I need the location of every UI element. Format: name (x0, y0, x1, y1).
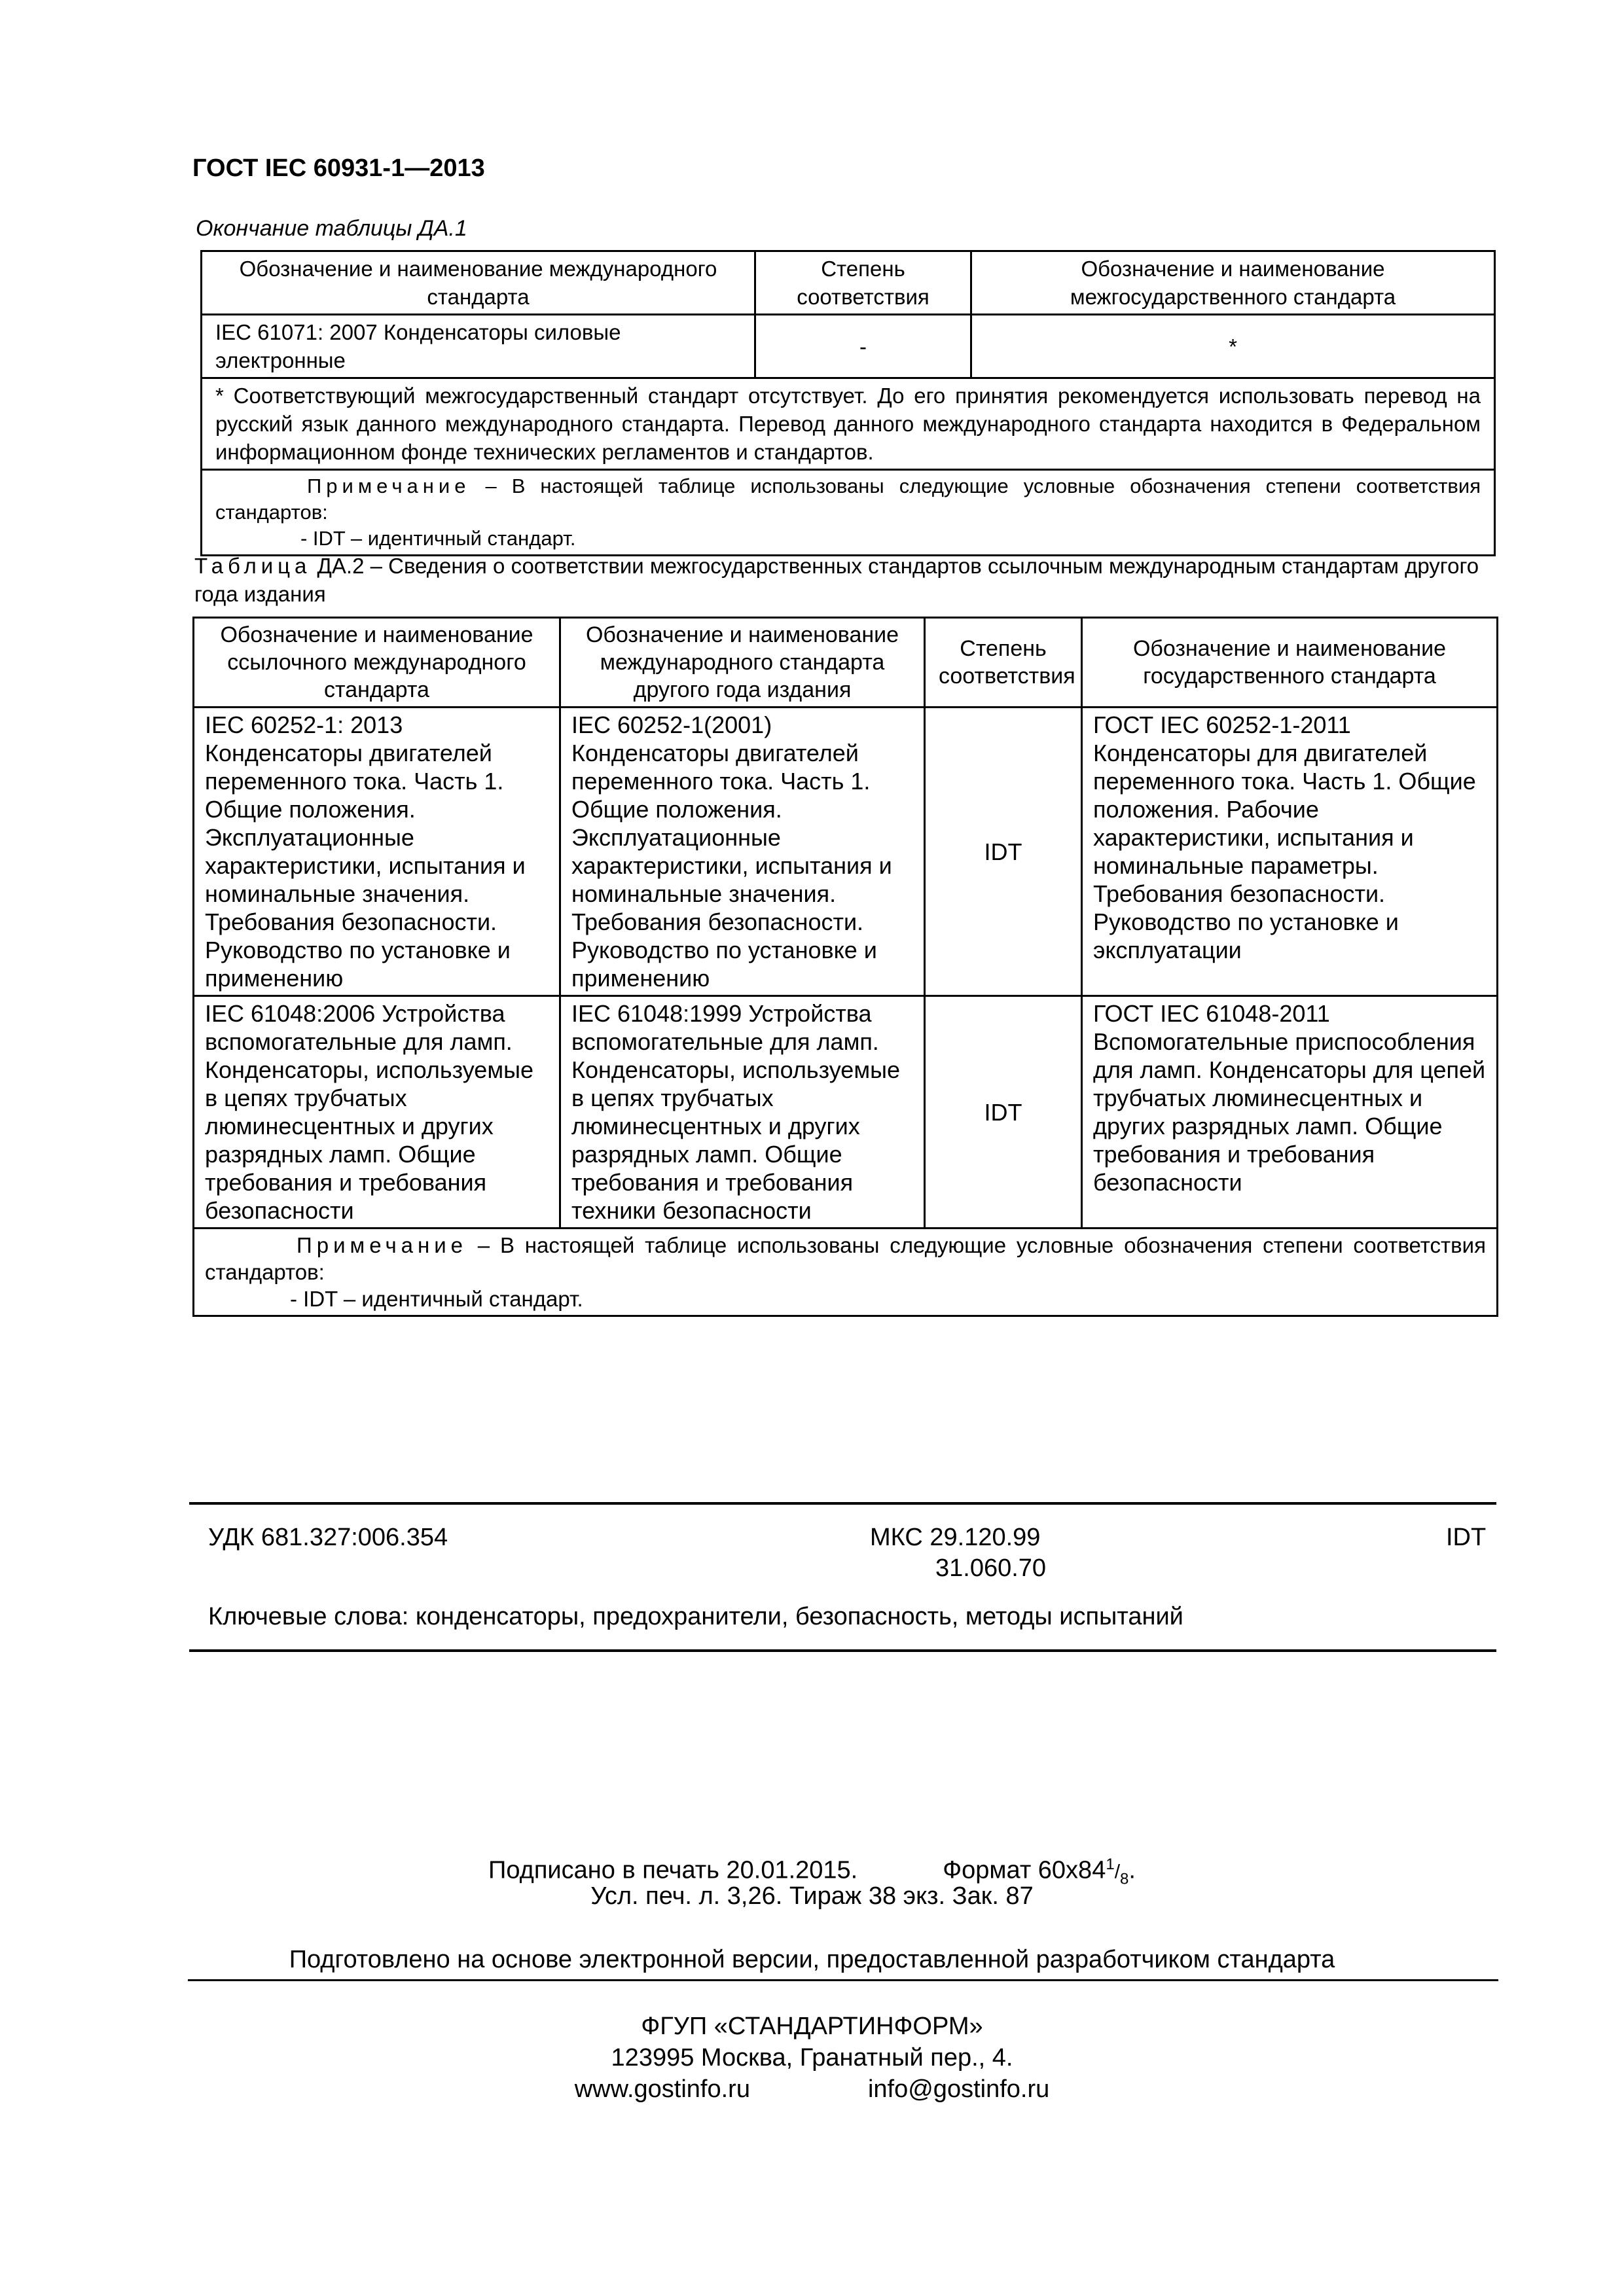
note-idt: - IDT – идентичный стандарт. (300, 527, 576, 550)
header-interstate: Обозначение и наименование межгосударственного стандарта (971, 251, 1495, 315)
note-row (202, 470, 1495, 556)
header-international: Обозначение и наименование международного стандарта (202, 251, 755, 315)
format-denominator: 8 (1120, 1870, 1129, 1888)
table-row (194, 996, 1498, 1229)
cell-state: ГОСТ IEC 61048-2011 Вспомогательные приспособления для ламп. Конденсаторы для цепей трубчатых люминесцентных и других разрядных ламп. Общие требования и требования безопасности (1082, 996, 1498, 1229)
note-text: – В настоящей таблице использованы следующие условные обозначения степени соответствия стандартов: (205, 1233, 1486, 1284)
format-tail: . (1128, 1856, 1136, 1884)
mks-code-1: МКС 29.120.99 (870, 1524, 1041, 1551)
header-state: Обозначение и наименование государственного стандарта (1082, 618, 1498, 708)
note-label: Примечание (297, 1233, 468, 1257)
prepared-note: Подготовлено на основе электронной версии, предоставленной разработчиком стандарта (289, 1946, 1335, 1973)
note-idt: - IDT – идентичный стандарт. (290, 1287, 583, 1311)
document-code: ГОСТ IEC 60931-1—2013 (192, 154, 485, 182)
note-label: Примечание (307, 475, 471, 497)
cell-state: ГОСТ IEC 60252-1-2011 Конденсаторы для двигателей переменного тока. Часть 1. Общие положения. Рабочие характеристики, испытания и номинальные параметры. Требования безопасности. Руководство по установке и эксплуатации (1082, 708, 1498, 996)
udk-code: УДК 681.327:006.354 (208, 1524, 448, 1551)
footnote-text: * Соответствующий межгосударственный стандарт отсутствует. До его принятия рекомендуется использовать перевод на русский язык данного международного стандарта. Перевод данного международного стандарта находится в Федеральном информационном фонде технических регламентов и стандартов. (202, 378, 1495, 470)
table-header-row (194, 618, 1498, 708)
publisher-address: 123995 Москва, Гранатный пер., 4. (611, 2044, 1013, 2072)
cell-degree: IDT (925, 996, 1082, 1229)
note-cell (194, 1229, 1498, 1316)
cell-ref: IEC 61048:2006 Устройства вспомогательные для ламп. Конденсаторы, используемые в цепях трубчатых люминесцентных и других разрядных ламп. Общие требования и требования безопасности (194, 996, 560, 1229)
print-signed-line: Подписано в печать 20.01.2015. Формат $60x84^1/_8$. (488, 1856, 1136, 1888)
table-da1-end (200, 250, 1496, 556)
header-degree: Степень соответствия (755, 251, 971, 315)
bottom-divider (189, 1649, 1496, 1652)
cell-other: IEC 60252-1(2001) Конденсаторы двигателей переменного тока. Часть 1. Общие положения. Эксплуатационные характеристики, испытания и номинальные значения. Требования безопасности. Руководство по установке и применению (560, 708, 925, 996)
table-continuation-caption: Окончание таблицы ДА.1 (196, 216, 467, 241)
mks-code-2: 31.060.70 (935, 1554, 1047, 1582)
cell-degree: - (755, 315, 971, 378)
cell-other: IEC 61048:1999 Устройства вспомогательные для ламп. Конденсаторы, используемые в цепях трубчатых люминесцентных и других разрядных ламп. Общие требования и требования техники безопасности (560, 996, 925, 1229)
cell-degree: IDT (925, 708, 1082, 996)
cell-interstate: * (971, 315, 1495, 378)
note-text: – В настоящей таблице использованы следующие условные обозначения степени соответствия стандартов: (215, 475, 1481, 524)
table-row (194, 708, 1498, 996)
header-degree: Степень соответствия (925, 618, 1082, 708)
note-cell (202, 470, 1495, 556)
format-label: Формат 60x84 (943, 1856, 1106, 1884)
cell-ref: IEC 60252-1: 2013 Конденсаторы двигателей переменного тока. Часть 1. Общие положения. Эксплуатационные характеристики, испытания и номинальные значения. Требования безопасности. Руководство по установке и применению (194, 708, 560, 996)
imprint-divider (188, 1979, 1498, 1981)
header-other-year: Обозначение и наименование международного стандарта другого года издания (560, 618, 925, 708)
keywords: Ключевые слова: конденсаторы, предохранители, безопасность, методы испытаний (208, 1603, 1183, 1630)
idt-mark: IDT (1446, 1524, 1487, 1551)
footnote-row (202, 378, 1495, 470)
email-link[interactable]: info@gostinfo.ru (867, 2075, 1050, 2103)
publisher-contacts (0, 2073, 1624, 2105)
table-label: Таблица (194, 554, 312, 578)
print-info: Усл. печ. л. 3,26. Тираж 38 экз. Зак. 87 (590, 1882, 1034, 1910)
publisher-name: ФГУП «СТАНДАРТИНФОРМ» (641, 2013, 983, 2040)
note-row (194, 1229, 1498, 1316)
cell-international: IEC 61071: 2007 Конденсаторы силовые электронные (202, 315, 755, 378)
website-link[interactable]: www.gostinfo.ru (574, 2075, 750, 2103)
top-divider (189, 1502, 1496, 1505)
table-title-text: ДА.2 – Сведения о соответствии межгосударственных стандартов ссылочным международным стандартам другого года издания (194, 554, 1479, 606)
signed-date: Подписано в печать 20.01.2015. (488, 1856, 858, 1884)
format-numerator: 1 (1106, 1856, 1115, 1873)
table-da2-title (194, 552, 1497, 608)
header-ref-international: Обозначение и наименование ссылочного международного стандарта (194, 618, 560, 708)
table-da2 (192, 617, 1498, 1317)
table-header-row (202, 251, 1495, 315)
table-row (202, 315, 1495, 378)
